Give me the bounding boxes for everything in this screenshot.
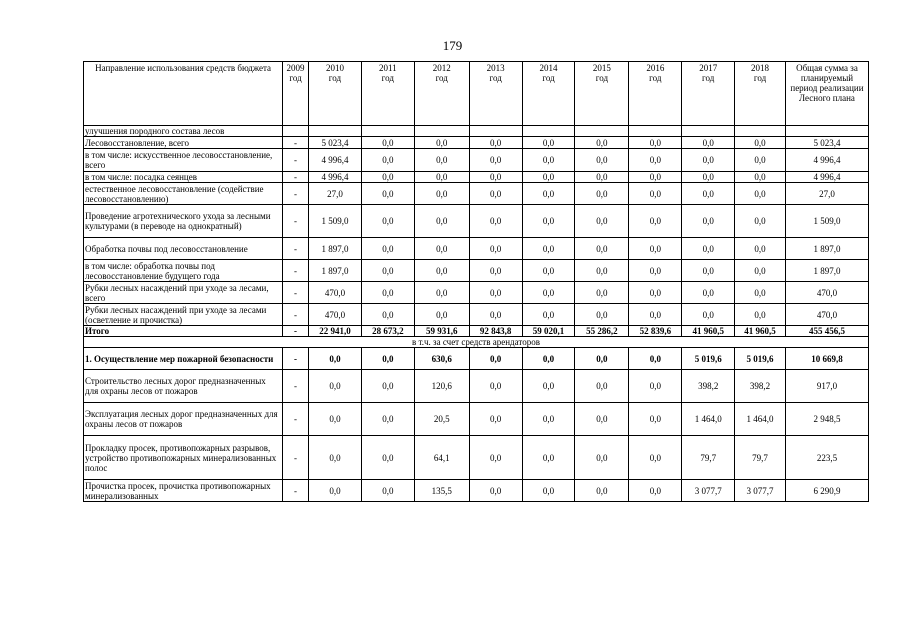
cell-value: 0,0 [682,172,735,183]
header-year: 2018 год [735,62,786,126]
cell-value: 64,1 [414,436,469,480]
cell-value: - [283,205,309,238]
cell-value: 1 464,0 [682,403,735,436]
cell-value: 0,0 [469,183,522,205]
cell-value: 0,0 [629,149,682,172]
cell-value: 79,7 [682,436,735,480]
cell-value: 0,0 [682,282,735,304]
cell-value: 0,0 [575,436,629,480]
cell-value: 0,0 [575,348,629,370]
cell-value: 20,5 [414,403,469,436]
cell-value: 0,0 [469,403,522,436]
cell-value: 0,0 [735,205,786,238]
row-label: 1. Осуществление мер пожарной безопасности [84,348,283,370]
cell-value: 0,0 [361,304,414,326]
cell-value: 59 931,6 [414,326,469,337]
cell-value: - [283,326,309,337]
row-label: Эксплуатация лесных дорог предназначенных для охраны лесов от пожаров [84,403,283,436]
table-row [84,370,869,403]
cell-value: 0,0 [629,348,682,370]
row-label: Строительство лесных дорог предназначенных для охраны лесов от пожаров [84,370,283,403]
cell-value: 0,0 [735,238,786,260]
cell-value: 398,2 [735,370,786,403]
cell-value: 0,0 [469,137,522,149]
row-label: Рубки лесных насаждений при уходе за лесами (осветление и прочистка) [84,304,283,326]
cell-value: 223,5 [785,436,868,480]
cell-value: 0,0 [469,149,522,172]
cell-value: 41 960,5 [735,326,786,337]
cell-value: 92 843,8 [469,326,522,337]
cell-value: 0,0 [629,137,682,149]
cell-value: 5 019,6 [735,348,786,370]
cell-value: - [283,304,309,326]
cell-value: 455 456,5 [785,326,868,337]
cell-value: 1 897,0 [309,238,362,260]
table-row [84,137,869,149]
row-label: в том числе: искусственное лесовосстановление, всего [84,149,283,172]
cell-value: - [283,238,309,260]
cell-value: - [283,436,309,480]
cell-value: 0,0 [414,304,469,326]
cell-value: 0,0 [361,183,414,205]
cell-value: 120,6 [414,370,469,403]
cell-value: 630,6 [414,348,469,370]
cell-value: 470,0 [785,282,868,304]
cell-value: 41 960,5 [682,326,735,337]
cell-value: 0,0 [361,137,414,149]
cell-value: 0,0 [361,348,414,370]
cell-value: 0,0 [629,172,682,183]
table-row [84,436,869,480]
cell-value: 0,0 [522,172,575,183]
cell-value: 0,0 [309,370,362,403]
cell-value: 0,0 [469,370,522,403]
cell-value: 0,0 [735,172,786,183]
total-row [84,326,869,337]
cell-value: 0,0 [522,436,575,480]
cell-value: 0,0 [682,183,735,205]
header-year: 2013 год [469,62,522,126]
cell-value: 0,0 [629,238,682,260]
cell-value: 0,0 [361,172,414,183]
cell-value: 135,5 [414,480,469,502]
header-year: 2009 год [283,62,309,126]
cell-value: 0,0 [735,304,786,326]
cell-value: 0,0 [575,238,629,260]
cell-value: 0,0 [575,149,629,172]
cell-value: 0,0 [629,403,682,436]
header-row [84,62,869,126]
cell-value: 0,0 [575,304,629,326]
cell-value: 0,0 [469,172,522,183]
cell-value: 0,0 [629,480,682,502]
row-label: Прокладку просек, противопожарных разрывов, устройство противопожарных минерализованных полос [84,436,283,480]
cell-value: 470,0 [309,282,362,304]
cell-value: 3 077,7 [682,480,735,502]
cell-value: 0,0 [522,403,575,436]
row-label: Рубки лесных насаждений при уходе за лесами, всего [84,282,283,304]
cell-value: 0,0 [309,348,362,370]
cell-value: 0,0 [522,183,575,205]
cell-value: 0,0 [414,149,469,172]
cell-value: 0,0 [682,304,735,326]
cell-value: 0,0 [469,436,522,480]
cell-value: 0,0 [682,205,735,238]
header-year: 2010 год [309,62,362,126]
cell-value: 0,0 [361,436,414,480]
cell-value: 0,0 [361,370,414,403]
cell-value: 0,0 [522,149,575,172]
cell-value: 0,0 [469,238,522,260]
table-row [84,238,869,260]
cell-value: 0,0 [361,282,414,304]
cell-value: 0,0 [575,282,629,304]
cell-value: 0,0 [575,183,629,205]
cell-value: 0,0 [361,480,414,502]
header-year: 2014 год [522,62,575,126]
cell-value: 0,0 [361,403,414,436]
cell-value: 5 019,6 [682,348,735,370]
cell-value: 1 897,0 [785,238,868,260]
cell-value: 0,0 [309,403,362,436]
cell-value: 0,0 [575,205,629,238]
cell-value: 4 996,4 [309,172,362,183]
row-label: в том числе: посадка сеянцев [84,172,283,183]
cell-value: 470,0 [309,304,362,326]
cell-value: 0,0 [469,480,522,502]
cell-value: 5 023,4 [309,137,362,149]
cell-value: 0,0 [361,260,414,282]
cell-value: 28 673,2 [361,326,414,337]
cell-value: 0,0 [575,480,629,502]
cell-value: - [283,172,309,183]
cell-value: 1 509,0 [309,205,362,238]
cell-value: - [283,260,309,282]
cell-value: 0,0 [682,137,735,149]
row-label: Обработка почвы под лесовосстановление [84,238,283,260]
cell-value: 0,0 [361,238,414,260]
table-row [84,304,869,326]
cell-value: - [283,282,309,304]
header-year: 2011 год [361,62,414,126]
header-year: 2012 год [414,62,469,126]
cell-value: 0,0 [469,282,522,304]
row-label: естественное лесовосстановление (содействие лесовосстановлению) [84,183,283,205]
cell-value: 0,0 [469,260,522,282]
cell-value: 0,0 [469,348,522,370]
header-year: 2017 год [682,62,735,126]
cell-value: 0,0 [682,260,735,282]
cell-value: 27,0 [785,183,868,205]
cell-value: - [283,480,309,502]
table-row [84,403,869,436]
table-row [84,480,869,502]
cell-value: 6 290,9 [785,480,868,502]
cell-value: 0,0 [414,205,469,238]
cell-value: 0,0 [414,137,469,149]
cell-value: 0,0 [735,149,786,172]
cell-value: 3 077,7 [735,480,786,502]
cell-value: 917,0 [785,370,868,403]
cell-value: 0,0 [522,304,575,326]
cell-value: - [283,370,309,403]
cell-value: 4 996,4 [785,172,868,183]
cell-value: 0,0 [735,137,786,149]
subheading: в т.ч. за счет средств арендаторов [84,337,869,348]
table-row [84,205,869,238]
cell-value: - [283,149,309,172]
table-row [84,183,869,205]
subheading-row [84,337,869,348]
cell-value: 0,0 [522,238,575,260]
cell-value: 1 897,0 [309,260,362,282]
cell-value: 0,0 [414,172,469,183]
cell-value: 4 996,4 [785,149,868,172]
table-row [84,172,869,183]
cell-value: 0,0 [575,172,629,183]
cell-value: 0,0 [414,238,469,260]
cell-value: 0,0 [575,260,629,282]
table-row [84,149,869,172]
header-total: Общая сумма за планируемый период реализации Лесного плана [785,62,868,126]
cell-value: 0,0 [629,370,682,403]
budget-table [83,61,869,502]
cell-value: 0,0 [522,205,575,238]
cell-value: 0,0 [309,480,362,502]
cell-value: 0,0 [469,304,522,326]
header-direction: Направление использования средств бюджета [84,62,283,126]
cell-value: 0,0 [629,205,682,238]
row-label: Итого [84,326,283,337]
cell-value: 2 948,5 [785,403,868,436]
cell-value: 0,0 [414,260,469,282]
cell-value: 0,0 [735,260,786,282]
cell-value: 0,0 [522,370,575,403]
cell-value: 0,0 [522,260,575,282]
cell-value: 0,0 [522,480,575,502]
cell-value: 5 023,4 [785,137,868,149]
cell-value: 0,0 [629,183,682,205]
cell-value: 0,0 [469,205,522,238]
cell-value: 0,0 [361,149,414,172]
cell-value: 0,0 [629,436,682,480]
cell-value: 398,2 [682,370,735,403]
header-year: 2015 год [575,62,629,126]
cell-value: 470,0 [785,304,868,326]
cell-value: 0,0 [629,282,682,304]
cell-value: - [283,137,309,149]
header-year: 2016 год [629,62,682,126]
cell-value: - [283,183,309,205]
row-label: Лесовосстановление, всего [84,137,283,149]
table-row [84,260,869,282]
cell-value: 0,0 [522,137,575,149]
cell-value: - [283,348,309,370]
cell-value: 0,0 [575,403,629,436]
cell-value: 4 996,4 [309,149,362,172]
total-row [84,348,869,370]
cell-value: 0,0 [309,436,362,480]
cell-value: 55 286,2 [575,326,629,337]
cell-value: 0,0 [629,260,682,282]
section-row [84,126,869,137]
cell-value: 0,0 [522,348,575,370]
cell-value: 10 669,8 [785,348,868,370]
cell-value: 0,0 [575,370,629,403]
cell-value: 0,0 [682,149,735,172]
page-number: 179 [442,38,463,53]
table-row [84,282,869,304]
cell-value: 22 941,0 [309,326,362,337]
cell-value: 52 839,6 [629,326,682,337]
section-title: улучшения породного состава лесов [84,126,283,137]
cell-value: 0,0 [522,282,575,304]
cell-value: 1 464,0 [735,403,786,436]
cell-value: 27,0 [309,183,362,205]
cell-value: 0,0 [629,304,682,326]
cell-value: 0,0 [735,282,786,304]
cell-value: 0,0 [735,183,786,205]
cell-value: - [283,403,309,436]
row-label: Прочистка просек, прочистка противопожарных минерализованных [84,480,283,502]
cell-value: 0,0 [575,137,629,149]
cell-value: 59 020,1 [522,326,575,337]
row-label: Проведение агротехнического ухода за лесными культурами (в переводе на однократный) [84,205,283,238]
cell-value: 1 897,0 [785,260,868,282]
cell-value: 0,0 [361,205,414,238]
cell-value: 0,0 [414,282,469,304]
cell-value: 0,0 [414,183,469,205]
cell-value: 1 509,0 [785,205,868,238]
cell-value: 0,0 [682,238,735,260]
row-label: в том числе: обработка почвы под лесовосстановление будущего года [84,260,283,282]
cell-value: 79,7 [735,436,786,480]
